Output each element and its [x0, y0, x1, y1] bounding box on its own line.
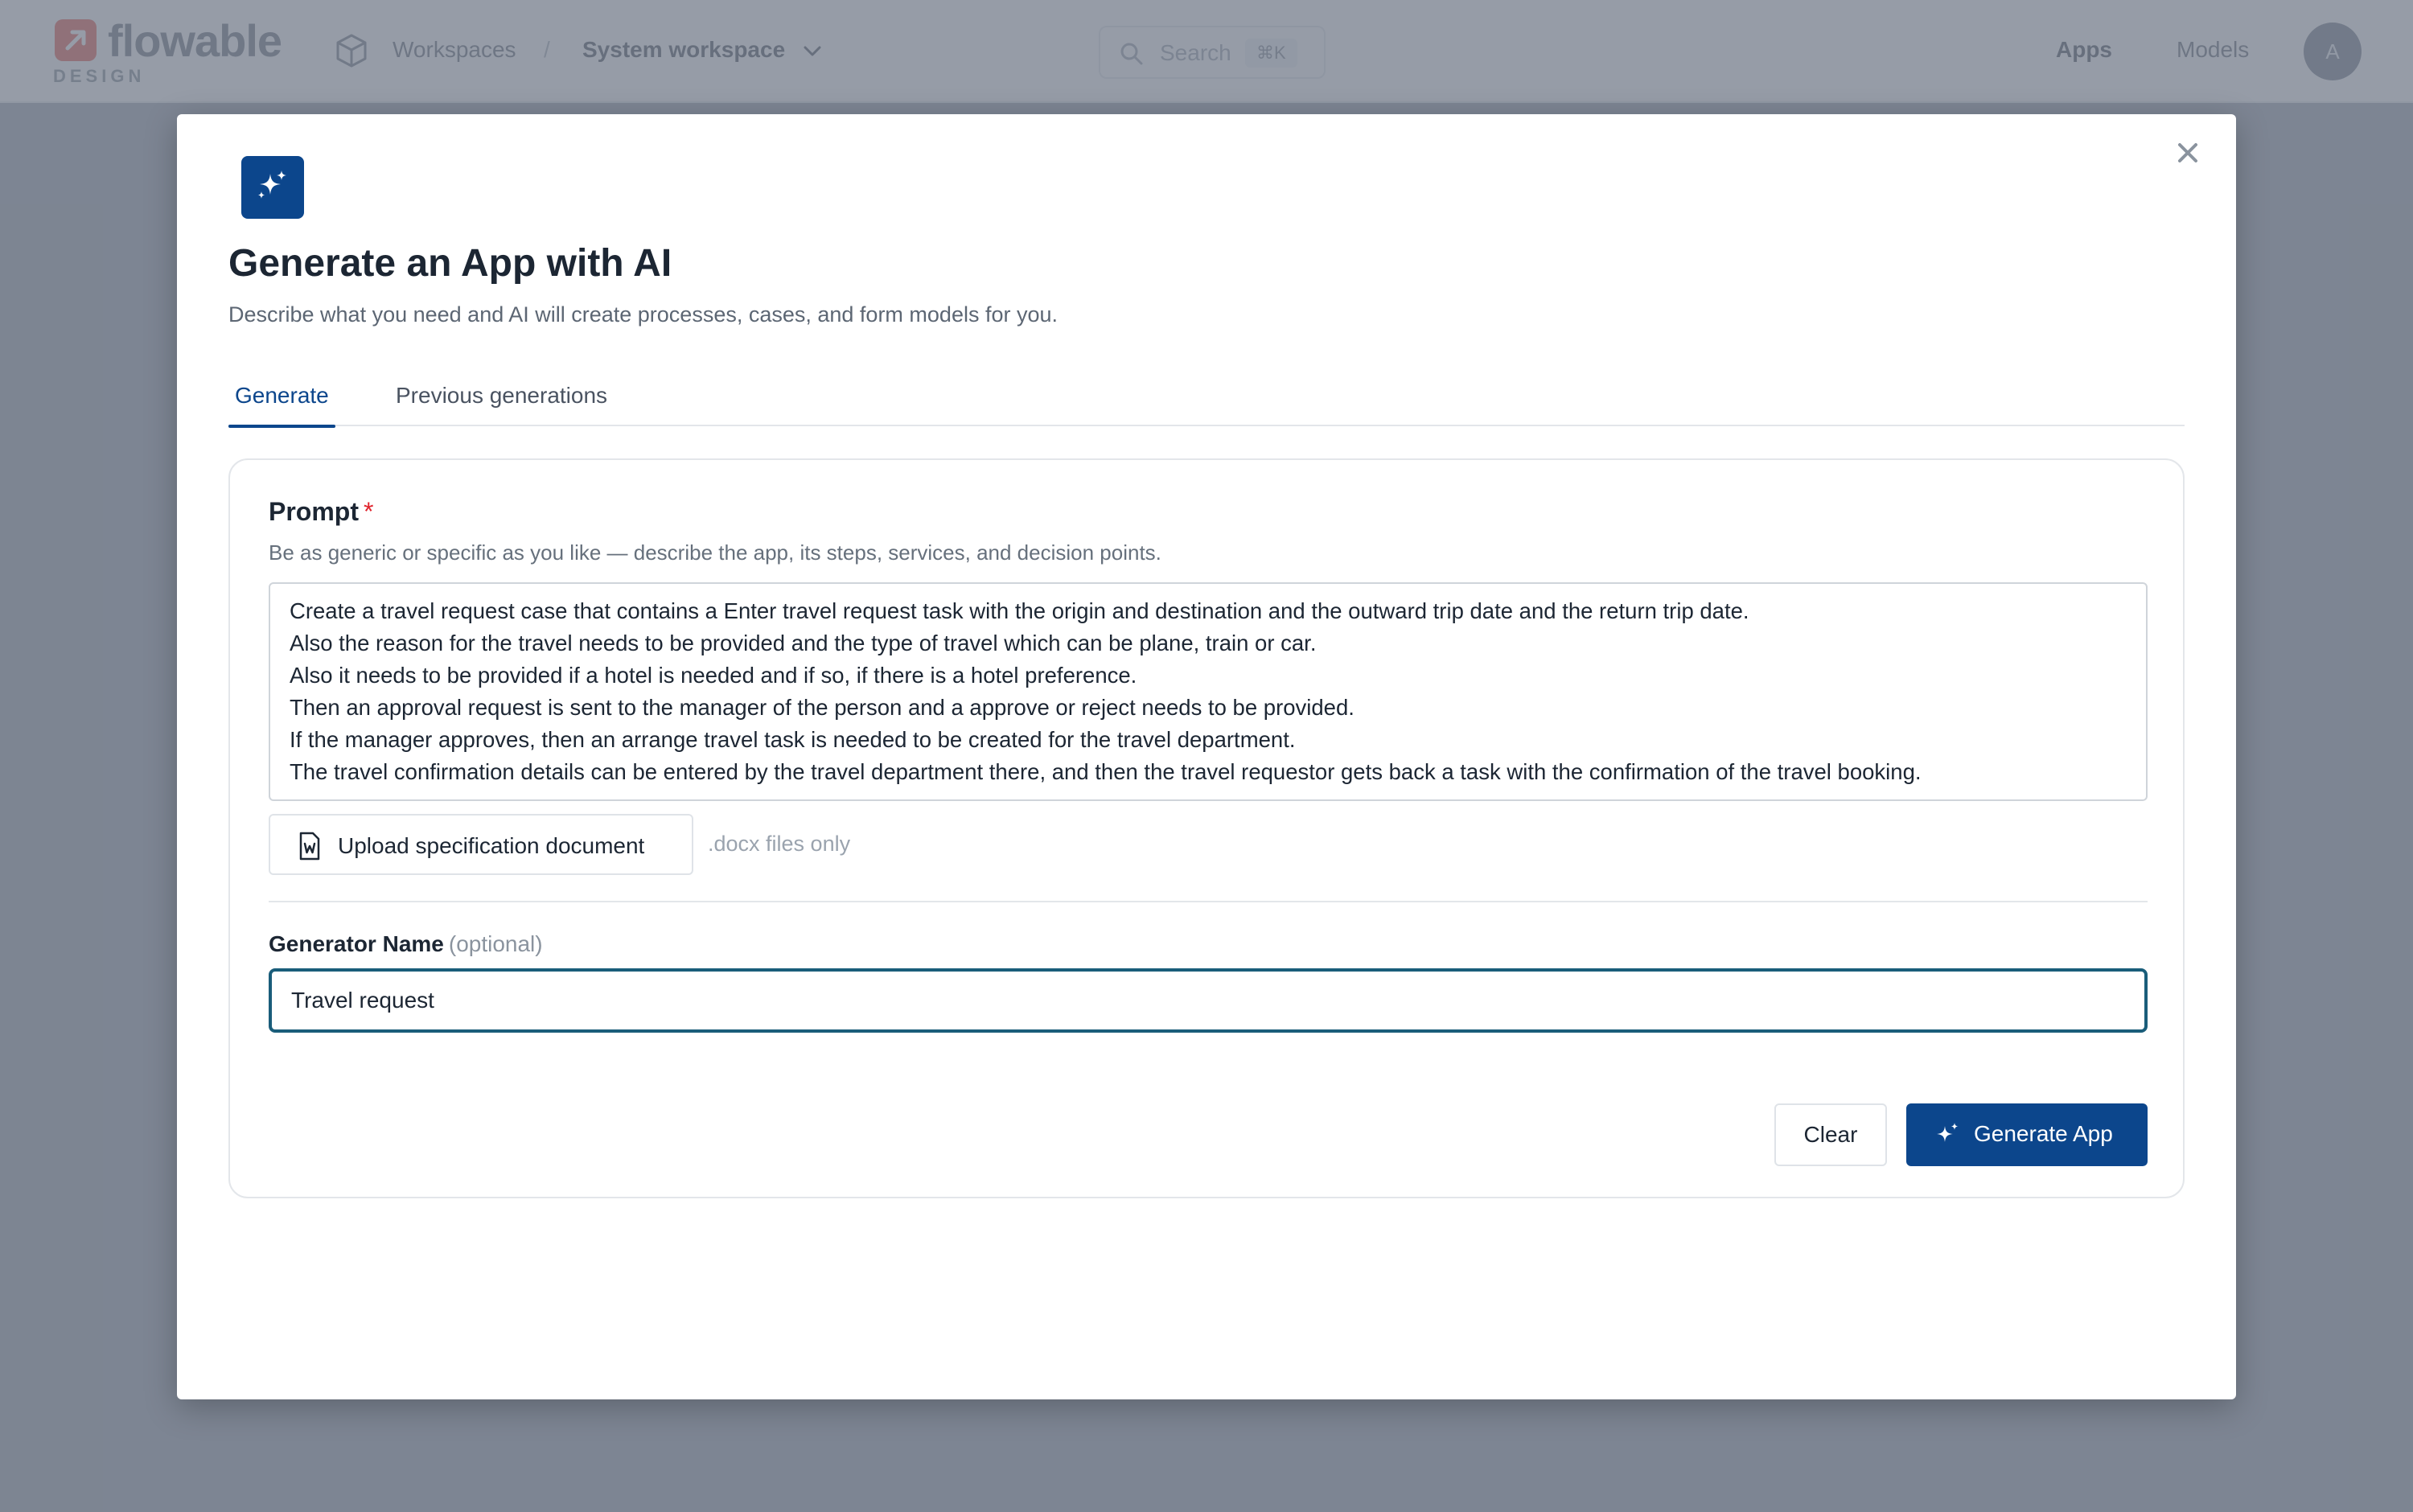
prompt-label-text: Prompt	[269, 497, 359, 526]
generator-name-label	[269, 931, 543, 957]
word-document-icon	[298, 832, 322, 861]
generate-app-dialog	[177, 114, 2236, 1399]
prompt-help-text: Be as generic or specific as you like — describe the app, its steps, services, and decision points.	[269, 540, 1161, 565]
ai-badge	[241, 156, 304, 219]
tab-previous-generations[interactable]: Previous generations	[396, 383, 608, 408]
prompt-textarea[interactable]: Create a travel request case that contains a Enter travel request task with the origin and destination and the outward trip date and the return trip date. Also the reason for the travel needs to be provided and the type of travel which can be plane, train or car. Also it needs to be provided if a hotel is needed and if so, if there is a hotel preference. Then an approval request is sent to the manager of the person and a approve or reject needs to be provided. If the manager approves, then an arrange travel task is needed to be created for the travel department. The travel confirmation details can be entered by the travel department there, and then the travel requestor gets back a task with the confirmation of the travel booking.	[269, 582, 2148, 801]
generate-form-card	[228, 458, 2185, 1198]
required-marker: *	[364, 497, 374, 526]
upload-specification-button[interactable]	[269, 814, 693, 875]
upload-hint: .docx files only	[708, 832, 851, 856]
divider	[269, 901, 2148, 902]
dialog-tabs	[228, 364, 2185, 426]
generate-app-label: Generate App	[1974, 1121, 2113, 1146]
dialog-title: Generate an App with AI	[228, 242, 672, 285]
optional-hint: (optional)	[448, 931, 543, 956]
close-icon[interactable]	[2168, 134, 2207, 172]
prompt-label	[269, 497, 373, 527]
generate-app-button[interactable]	[1906, 1103, 2148, 1166]
dialog-subtitle: Describe what you need and AI will create processes, cases, and form models for you.	[228, 302, 1059, 327]
generator-name-label-text: Generator Name	[269, 931, 444, 956]
sparkles-icon	[253, 167, 293, 207]
clear-button[interactable]: Clear	[1774, 1103, 1887, 1166]
upload-button-label: Upload specification document	[338, 833, 645, 858]
generator-name-input[interactable]	[269, 968, 2148, 1033]
sparkles-icon	[1934, 1121, 1961, 1148]
tab-generate[interactable]: Generate	[235, 383, 329, 408]
